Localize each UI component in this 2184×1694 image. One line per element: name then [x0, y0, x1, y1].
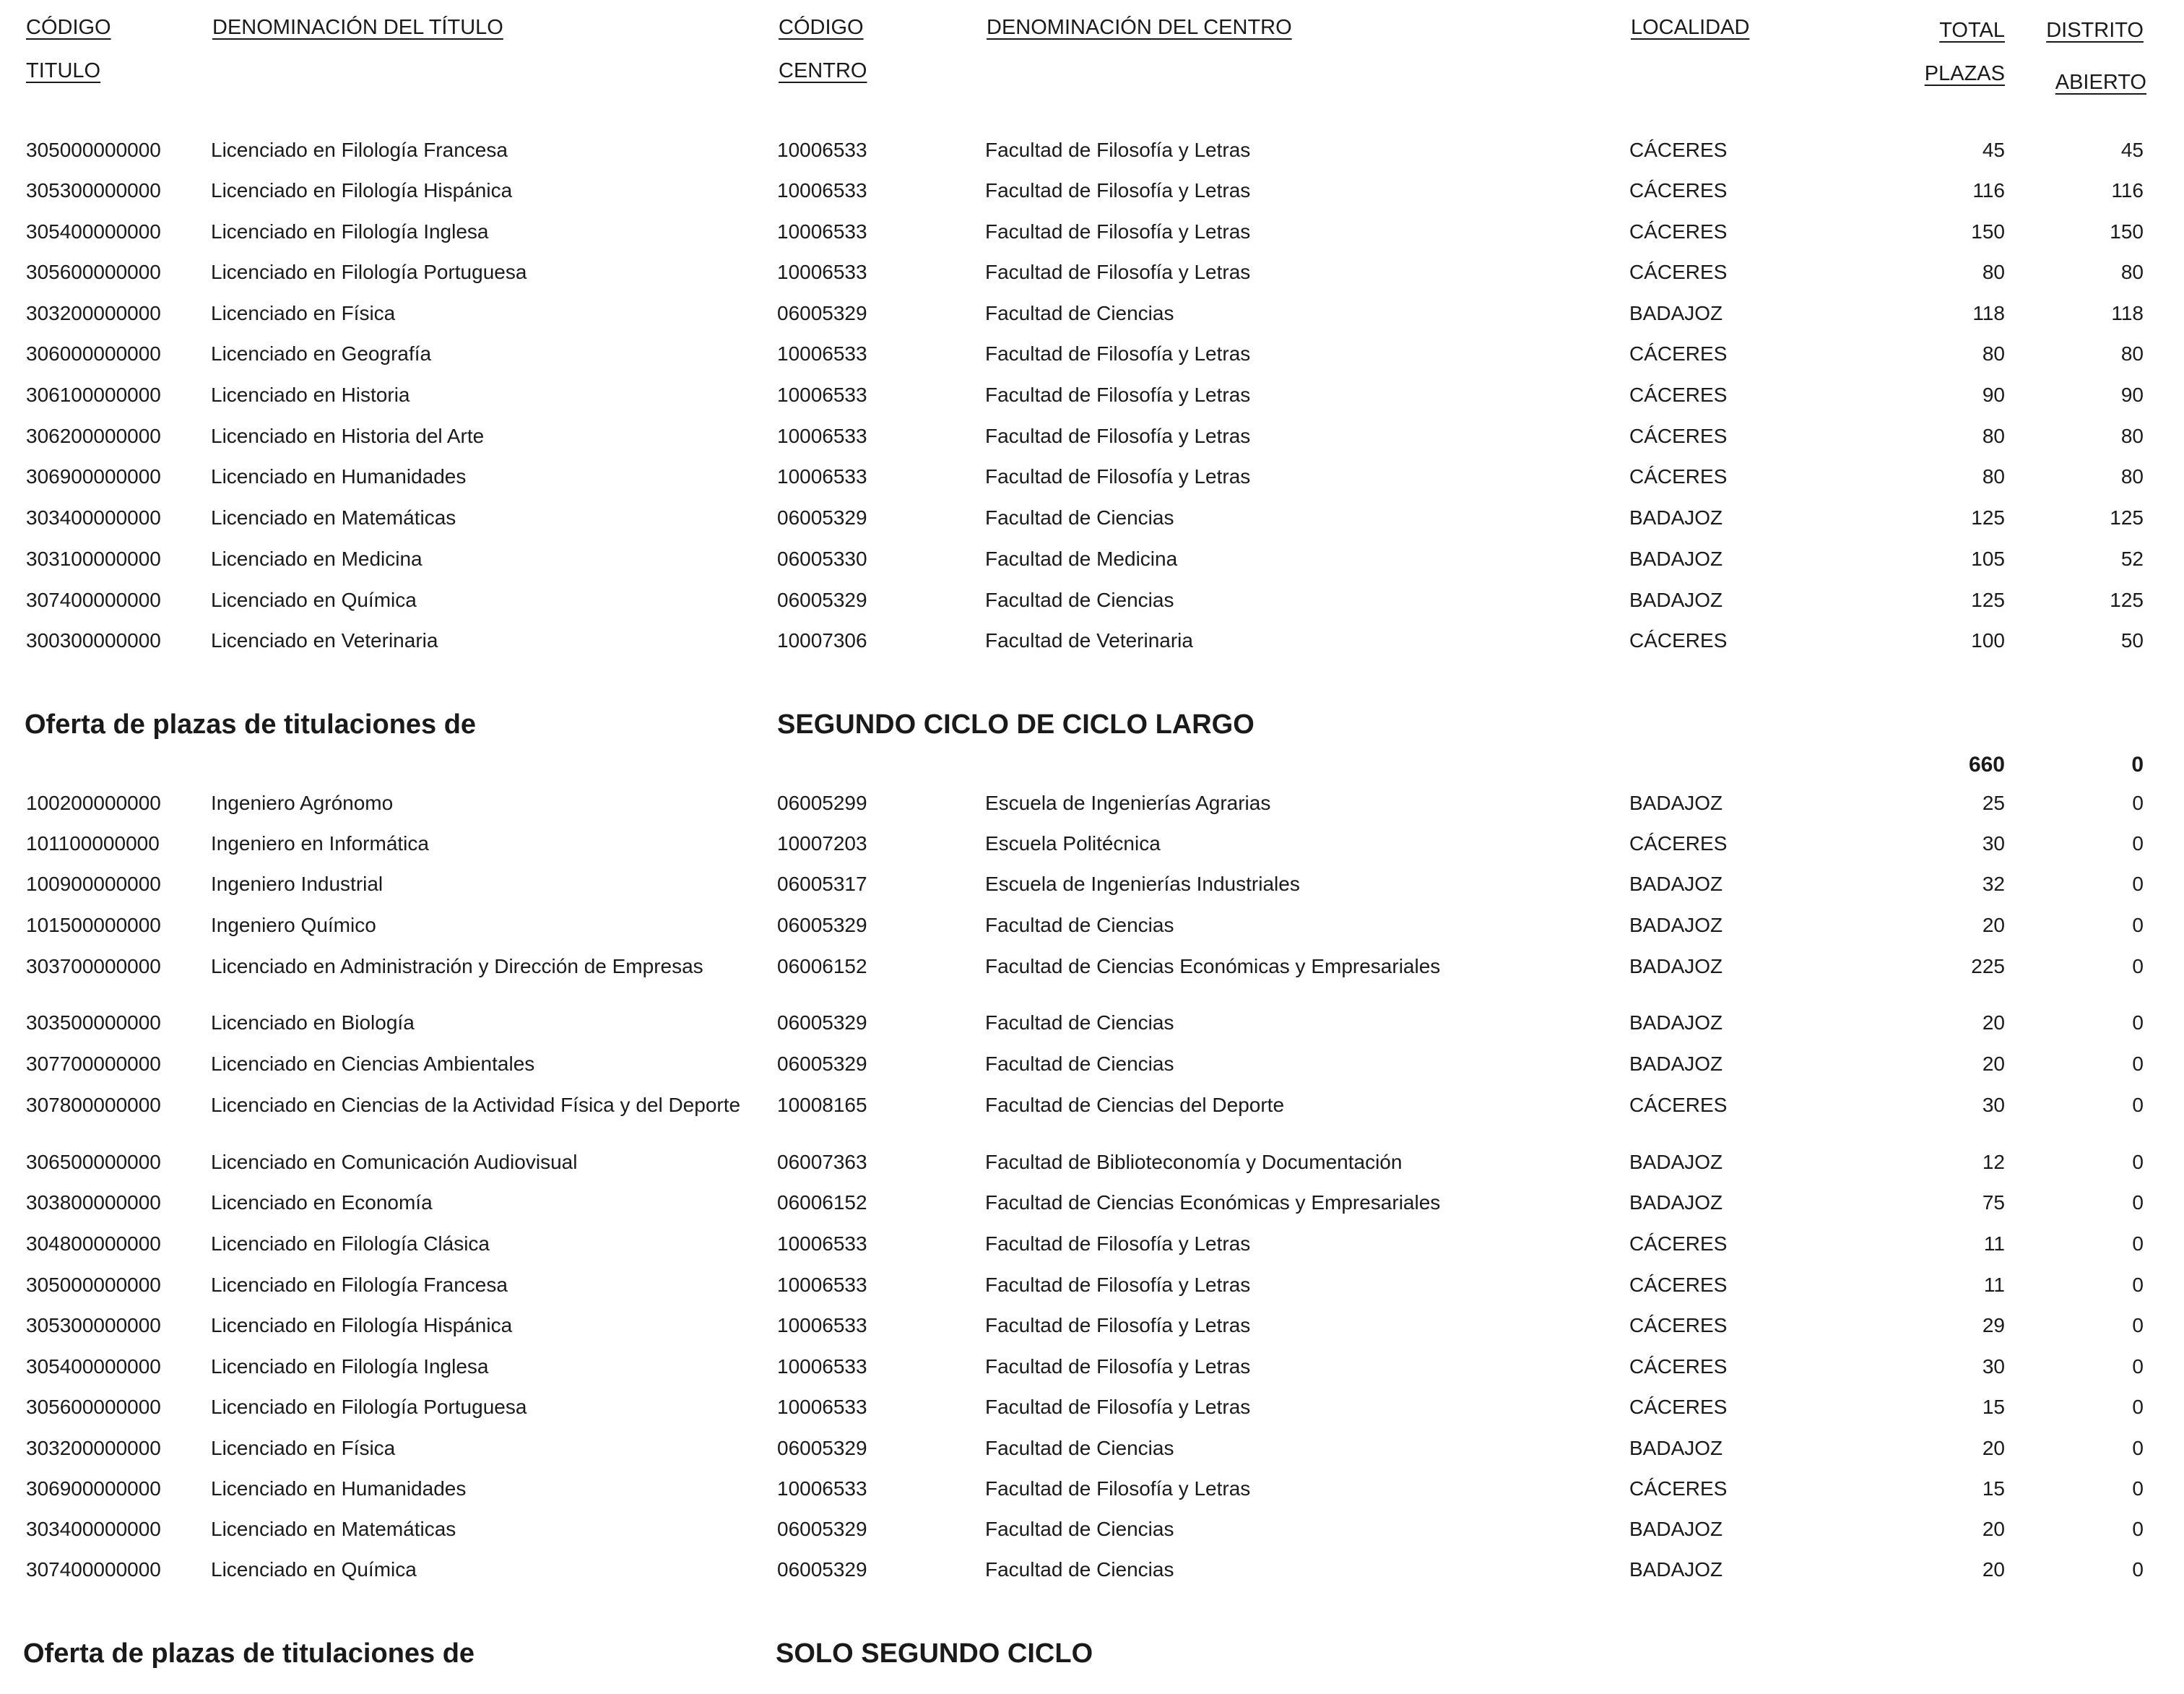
centro-cell: 10007203 [777, 832, 867, 855]
denominacion-centro-cell: Facultad de Veterinaria [985, 629, 1193, 652]
total-plazas-cell: 15 [1982, 1477, 2005, 1500]
header-localidad: LOCALIDAD [1631, 16, 1750, 39]
denominacion-centro-cell: Facultad de Filosofía y Letras [985, 465, 1251, 488]
denominacion-centro-cell: Facultad de Biblioteconomía y Documentación [985, 1151, 1403, 1173]
codigo-cell: 303200000000 [26, 302, 161, 324]
denominacion-centro-cell: Facultad de Ciencias [985, 589, 1174, 611]
denominacion-centro-cell: Escuela de Ingenierías Industriales [985, 873, 1300, 895]
localidad-cell: BADAJOZ [1629, 873, 1723, 895]
total-plazas-cell: 105 [1971, 548, 2005, 570]
localidad-cell: CÁCERES [1629, 384, 1728, 406]
localidad-cell: CÁCERES [1629, 425, 1728, 447]
table-row [0, 1558, 2184, 1587]
distrito-abierto-cell: 0 [2132, 914, 2144, 936]
codigo-cell: 303400000000 [26, 506, 161, 529]
localidad-cell: BADAJOZ [1629, 955, 1723, 977]
table-row [0, 1053, 2184, 1081]
centro-cell: 06005329 [777, 506, 867, 529]
total-plazas-cell: 45 [1982, 139, 2005, 161]
section3-title-name: SOLO SEGUNDO CICLO [776, 1638, 1093, 1669]
centro-cell: 10006533 [777, 342, 867, 365]
header-denominacion-centro: DENOMINACIÓN DEL CENTRO [987, 16, 1292, 39]
codigo-cell: 307400000000 [26, 589, 161, 611]
localidad-cell: BADAJOZ [1629, 1518, 1723, 1540]
table-row [0, 873, 2184, 902]
header-codigo-centro-1: CÓDIGO [779, 16, 864, 39]
header-total-plazas-1: TOTAL [1939, 19, 2005, 42]
table-row [0, 832, 2184, 861]
distrito-abierto-cell: 0 [2132, 792, 2144, 814]
codigo-cell: 306900000000 [26, 465, 161, 488]
distrito-abierto-cell: 45 [2120, 139, 2144, 161]
localidad-cell: CÁCERES [1629, 139, 1728, 161]
codigo-cell: 305300000000 [26, 1314, 161, 1336]
header-denominacion-titulo: DENOMINACIÓN DEL TÍTULO [212, 16, 503, 39]
localidad-cell: BADAJOZ [1629, 506, 1723, 529]
total-plazas-cell: 29 [1982, 1314, 2005, 1336]
localidad-cell: CÁCERES [1629, 261, 1728, 283]
titulo-cell: Licenciado en Medicina [211, 548, 422, 570]
total-plazas-cell: 80 [1982, 342, 2005, 365]
table-row [0, 1151, 2184, 1180]
total-plazas-cell: 20 [1982, 1011, 2005, 1034]
localidad-cell: BADAJOZ [1629, 1191, 1723, 1214]
titulo-cell: Licenciado en Física [211, 302, 396, 324]
distrito-abierto-cell: 0 [2132, 832, 2144, 855]
titulo-cell: Ingeniero Industrial [211, 873, 384, 895]
codigo-cell: 306000000000 [26, 342, 161, 365]
localidad-cell: BADAJOZ [1629, 1011, 1723, 1034]
titulo-cell: Licenciado en Filología Portuguesa [211, 261, 527, 283]
codigo-cell: 305400000000 [26, 220, 161, 243]
centro-cell: 10006533 [777, 384, 867, 406]
codigo-cell: 101100000000 [26, 832, 160, 855]
localidad-cell: CÁCERES [1629, 1232, 1728, 1255]
distrito-abierto-cell: 0 [2132, 1011, 2144, 1034]
distrito-abierto-cell: 0 [2132, 1477, 2144, 1500]
table-row [0, 1314, 2184, 1343]
codigo-cell: 305300000000 [26, 179, 161, 202]
distrito-abierto-cell: 0 [2132, 1191, 2144, 1214]
centro-cell: 10006533 [777, 179, 867, 202]
localidad-cell: BADAJOZ [1629, 1151, 1723, 1173]
table-row [0, 1232, 2184, 1261]
total-plazas-cell: 80 [1982, 425, 2005, 447]
header-codigo-titulo-2: TITULO [26, 59, 101, 82]
localidad-cell: BADAJOZ [1629, 589, 1723, 611]
titulo-cell: Licenciado en Administración y Dirección de Empresas [211, 955, 703, 977]
centro-cell: 10006533 [777, 465, 867, 488]
distrito-abierto-cell: 125 [2110, 589, 2144, 611]
denominacion-centro-cell: Facultad de Filosofía y Letras [985, 342, 1251, 365]
denominacion-centro-cell: Facultad de Filosofía y Letras [985, 425, 1251, 447]
codigo-cell: 306500000000 [26, 1151, 161, 1173]
total-plazas-cell: 118 [1972, 302, 2005, 324]
centro-cell: 06005329 [777, 1437, 867, 1459]
total-plazas-cell: 75 [1982, 1191, 2005, 1214]
centro-cell: 06005329 [777, 589, 867, 611]
denominacion-centro-cell: Facultad de Ciencias [985, 302, 1174, 324]
centro-cell: 06005329 [777, 1558, 867, 1581]
total-plazas-cell: 15 [1982, 1396, 2005, 1418]
header-codigo-titulo-1: CÓDIGO [26, 16, 111, 39]
total-plazas-cell: 90 [1982, 384, 2005, 406]
denominacion-centro-cell: Facultad de Ciencias [985, 1011, 1174, 1034]
distrito-abierto-cell: 118 [2111, 302, 2144, 324]
denominacion-centro-cell: Escuela Politécnica [985, 832, 1161, 855]
codigo-cell: 303100000000 [26, 548, 161, 570]
distrito-abierto-cell: 52 [2120, 548, 2144, 570]
table-row [0, 1477, 2184, 1506]
distrito-abierto-cell: 80 [2120, 465, 2144, 488]
centro-cell: 06005329 [777, 914, 867, 936]
section-title-label: Oferta de plazas de titulaciones de [25, 709, 477, 740]
titulo-cell: Licenciado en Filología Hispánica [211, 179, 513, 202]
total-plazas-cell: 100 [1971, 629, 2005, 652]
denominacion-centro-cell: Facultad de Ciencias [985, 506, 1174, 529]
distrito-abierto-cell: 0 [2132, 1094, 2144, 1116]
distrito-abierto-cell: 0 [2132, 1518, 2144, 1540]
table-row [0, 342, 2184, 371]
total-plazas-cell: 125 [1971, 589, 2005, 611]
titulo-cell: Ingeniero Químico [211, 914, 376, 936]
table-row [0, 629, 2184, 658]
titulo-cell: Licenciado en Química [211, 1558, 417, 1581]
centro-cell: 10006533 [777, 425, 867, 447]
titulo-cell: Licenciado en Ciencias Ambientales [211, 1053, 535, 1075]
header-codigo-centro-2: CENTRO [779, 59, 867, 82]
distrito-abierto-cell: 0 [2132, 1151, 2144, 1173]
section-total-plazas: 660 [1968, 753, 2005, 777]
codigo-cell: 303800000000 [26, 1191, 161, 1214]
titulo-cell: Licenciado en Matemáticas [211, 1518, 456, 1540]
total-plazas-cell: 30 [1982, 832, 2005, 855]
table-row [0, 1191, 2184, 1220]
titulo-cell: Licenciado en Filología Clásica [211, 1232, 490, 1255]
denominacion-centro-cell: Facultad de Medicina [985, 548, 1178, 570]
codigo-cell: 303200000000 [26, 1437, 161, 1459]
localidad-cell: BADAJOZ [1629, 1053, 1723, 1075]
distrito-abierto-cell: 90 [2120, 384, 2144, 406]
codigo-cell: 305600000000 [26, 1396, 161, 1418]
distrito-abierto-cell: 0 [2132, 1053, 2144, 1075]
titulo-cell: Licenciado en Física [211, 1437, 396, 1459]
titulo-cell: Licenciado en Geografía [211, 342, 432, 365]
denominacion-centro-cell: Facultad de Filosofía y Letras [985, 220, 1251, 243]
centro-cell: 06005329 [777, 1011, 867, 1034]
centro-cell: 10006533 [777, 1274, 867, 1296]
centro-cell: 10006533 [777, 1314, 867, 1336]
denominacion-centro-cell: Facultad de Filosofía y Letras [985, 1477, 1251, 1500]
centro-cell: 10006533 [777, 1232, 867, 1255]
localidad-cell: BADAJOZ [1629, 302, 1723, 324]
centro-cell: 10006533 [777, 1477, 867, 1500]
localidad-cell: CÁCERES [1629, 1274, 1728, 1296]
centro-cell: 10006533 [777, 220, 867, 243]
total-plazas-cell: 30 [1982, 1094, 2005, 1116]
codigo-cell: 306900000000 [26, 1477, 161, 1500]
total-plazas-cell: 150 [1971, 220, 2005, 243]
centro-cell: 10006533 [777, 261, 867, 283]
localidad-cell: CÁCERES [1629, 342, 1728, 365]
titulo-cell: Ingeniero en Informática [211, 832, 429, 855]
localidad-cell: CÁCERES [1629, 629, 1728, 652]
total-plazas-cell: 11 [1983, 1232, 2005, 1255]
localidad-cell: CÁCERES [1629, 1355, 1728, 1378]
denominacion-centro-cell: Facultad de Filosofía y Letras [985, 261, 1251, 283]
centro-cell: 06005329 [777, 1518, 867, 1540]
codigo-cell: 305000000000 [26, 139, 161, 161]
table-row [0, 506, 2184, 535]
titulo-cell: Licenciado en Historia del Arte [211, 425, 485, 447]
centro-cell: 10007306 [777, 629, 867, 652]
titulo-cell: Licenciado en Química [211, 589, 417, 611]
localidad-cell: CÁCERES [1629, 220, 1728, 243]
centro-cell: 06007363 [777, 1151, 867, 1173]
titulo-cell: Licenciado en Historia [211, 384, 410, 406]
titulo-cell: Licenciado en Matemáticas [211, 506, 456, 529]
centro-cell: 06005329 [777, 302, 867, 324]
codigo-cell: 304800000000 [26, 1232, 161, 1255]
titulo-cell: Licenciado en Filología Francesa [211, 1274, 508, 1296]
centro-cell: 06005299 [777, 792, 867, 814]
titulo-cell: Licenciado en Economía [211, 1191, 433, 1214]
total-plazas-cell: 25 [1982, 792, 2005, 814]
distrito-abierto-cell: 0 [2132, 1314, 2144, 1336]
distrito-abierto-cell: 0 [2132, 1558, 2144, 1581]
codigo-cell: 305000000000 [26, 1274, 161, 1296]
header-distrito-abierto-1: DISTRITO [2046, 19, 2144, 42]
localidad-cell: BADAJOZ [1629, 1558, 1723, 1581]
denominacion-centro-cell: Facultad de Ciencias [985, 914, 1174, 936]
centro-cell: 06005330 [777, 548, 867, 570]
titulo-cell: Licenciado en Filología Francesa [211, 139, 508, 161]
localidad-cell: BADAJOZ [1629, 1437, 1723, 1459]
section-total-distrito: 0 [2131, 753, 2144, 777]
section-title-name: SEGUNDO CICLO DE CICLO LARGO [777, 709, 1254, 740]
localidad-cell: CÁCERES [1629, 832, 1728, 855]
distrito-abierto-cell: 125 [2110, 506, 2144, 529]
localidad-cell: CÁCERES [1629, 179, 1728, 202]
localidad-cell: BADAJOZ [1629, 548, 1723, 570]
table-row [0, 955, 2184, 984]
distrito-abierto-cell: 80 [2120, 342, 2144, 365]
total-plazas-cell: 11 [1983, 1274, 2005, 1296]
section3-title-label: Oferta de plazas de titulaciones de [23, 1638, 475, 1669]
denominacion-centro-cell: Facultad de Filosofía y Letras [985, 1232, 1251, 1255]
centro-cell: 10008165 [777, 1094, 867, 1116]
table-row [0, 425, 2184, 454]
denominacion-centro-cell: Facultad de Filosofía y Letras [985, 384, 1251, 406]
distrito-abierto-cell: 0 [2132, 1232, 2144, 1255]
codigo-cell: 307700000000 [26, 1053, 161, 1075]
denominacion-centro-cell: Facultad de Ciencias Económicas y Empresariales [985, 1191, 1441, 1214]
centro-cell: 06005329 [777, 1053, 867, 1075]
titulo-cell: Licenciado en Humanidades [211, 1477, 467, 1500]
distrito-abierto-cell: 0 [2132, 1396, 2144, 1418]
distrito-abierto-cell: 0 [2132, 1437, 2144, 1459]
denominacion-centro-cell: Facultad de Filosofía y Letras [985, 179, 1251, 202]
titulo-cell: Licenciado en Filología Portuguesa [211, 1396, 527, 1418]
distrito-abierto-cell: 80 [2120, 261, 2144, 283]
codigo-cell: 306200000000 [26, 425, 161, 447]
codigo-cell: 100200000000 [26, 792, 161, 814]
titulo-cell: Licenciado en Ciencias de la Actividad Física y del Deporte [211, 1094, 741, 1116]
header-distrito-abierto-2: ABIERTO [2055, 71, 2146, 94]
distrito-abierto-cell: 150 [2110, 220, 2144, 243]
centro-cell: 10006533 [777, 1396, 867, 1418]
localidad-cell: CÁCERES [1629, 465, 1728, 488]
codigo-cell: 305600000000 [26, 261, 161, 283]
centro-cell: 06006152 [777, 955, 867, 977]
table-row [0, 1396, 2184, 1425]
localidad-cell: CÁCERES [1629, 1094, 1728, 1116]
codigo-cell: 303400000000 [26, 1518, 161, 1540]
denominacion-centro-cell: Escuela de Ingenierías Agrarias [985, 792, 1271, 814]
codigo-cell: 306100000000 [26, 384, 161, 406]
table-row [0, 914, 2184, 943]
table-row [0, 792, 2184, 821]
total-plazas-cell: 20 [1982, 1053, 2005, 1075]
denominacion-centro-cell: Facultad de Ciencias del Deporte [985, 1094, 1285, 1116]
total-plazas-cell: 80 [1982, 465, 2005, 488]
table-row [0, 465, 2184, 494]
table-row [0, 179, 2184, 208]
titulo-cell: Ingeniero Agrónomo [211, 792, 394, 814]
centro-cell: 10006533 [777, 1355, 867, 1378]
denominacion-centro-cell: Facultad de Filosofía y Letras [985, 1355, 1251, 1378]
titulo-cell: Licenciado en Humanidades [211, 465, 467, 488]
table-row [0, 589, 2184, 618]
denominacion-centro-cell: Facultad de Ciencias [985, 1518, 1174, 1540]
titulo-cell: Licenciado en Filología Inglesa [211, 220, 489, 243]
codigo-cell: 100900000000 [26, 873, 161, 895]
denominacion-centro-cell: Facultad de Filosofía y Letras [985, 1274, 1251, 1296]
total-plazas-cell: 125 [1971, 506, 2005, 529]
total-plazas-cell: 116 [1972, 179, 2005, 202]
titulo-cell: Licenciado en Biología [211, 1011, 415, 1034]
total-plazas-cell: 80 [1982, 261, 2005, 283]
localidad-cell: CÁCERES [1629, 1396, 1728, 1418]
codigo-cell: 303500000000 [26, 1011, 161, 1034]
titulo-cell: Licenciado en Filología Inglesa [211, 1355, 489, 1378]
codigo-cell: 101500000000 [26, 914, 161, 936]
distrito-abierto-cell: 0 [2132, 1274, 2144, 1296]
distrito-abierto-cell: 50 [2120, 629, 2144, 652]
total-plazas-cell: 12 [1982, 1151, 2005, 1173]
total-plazas-cell: 20 [1982, 914, 2005, 936]
denominacion-centro-cell: Facultad de Ciencias [985, 1053, 1174, 1075]
table-row [0, 139, 2184, 168]
denominacion-centro-cell: Facultad de Ciencias [985, 1437, 1174, 1459]
distrito-abierto-cell: 116 [2111, 179, 2144, 202]
table-row [0, 548, 2184, 576]
distrito-abierto-cell: 80 [2120, 425, 2144, 447]
codigo-cell: 307800000000 [26, 1094, 161, 1116]
distrito-abierto-cell: 0 [2132, 1355, 2144, 1378]
localidad-cell: CÁCERES [1629, 1314, 1728, 1336]
localidad-cell: BADAJOZ [1629, 914, 1723, 936]
distrito-abierto-cell: 0 [2132, 873, 2144, 895]
table-row [0, 384, 2184, 412]
codigo-cell: 303700000000 [26, 955, 161, 977]
centro-cell: 06006152 [777, 1191, 867, 1214]
denominacion-centro-cell: Facultad de Filosofía y Letras [985, 139, 1251, 161]
total-plazas-cell: 20 [1982, 1437, 2005, 1459]
table-row [0, 1274, 2184, 1302]
header-total-plazas-2: PLAZAS [1924, 62, 2005, 85]
table-row [0, 1437, 2184, 1466]
table-row [0, 261, 2184, 290]
denominacion-centro-cell: Facultad de Ciencias [985, 1558, 1174, 1581]
titulo-cell: Licenciado en Comunicación Audiovisual [211, 1151, 578, 1173]
denominacion-centro-cell: Facultad de Filosofía y Letras [985, 1396, 1251, 1418]
distrito-abierto-cell: 0 [2132, 955, 2144, 977]
localidad-cell: BADAJOZ [1629, 792, 1723, 814]
denominacion-centro-cell: Facultad de Ciencias Económicas y Empresariales [985, 955, 1441, 977]
total-plazas-cell: 225 [1971, 955, 2005, 977]
table-row [0, 1011, 2184, 1040]
titulo-cell: Licenciado en Veterinaria [211, 629, 438, 652]
localidad-cell: CÁCERES [1629, 1477, 1728, 1500]
titulo-cell: Licenciado en Filología Hispánica [211, 1314, 513, 1336]
table-row [0, 1094, 2184, 1123]
total-plazas-cell: 32 [1982, 873, 2005, 895]
total-plazas-cell: 30 [1982, 1355, 2005, 1378]
codigo-cell: 307400000000 [26, 1558, 161, 1581]
centro-cell: 10006533 [777, 139, 867, 161]
table-row [0, 302, 2184, 331]
table-row [0, 220, 2184, 249]
codigo-cell: 305400000000 [26, 1355, 161, 1378]
centro-cell: 06005317 [777, 873, 867, 895]
table-row [0, 1518, 2184, 1547]
table-row [0, 1355, 2184, 1384]
codigo-cell: 300300000000 [26, 629, 161, 652]
total-plazas-cell: 20 [1982, 1558, 2005, 1581]
denominacion-centro-cell: Facultad de Filosofía y Letras [985, 1314, 1251, 1336]
total-plazas-cell: 20 [1982, 1518, 2005, 1540]
